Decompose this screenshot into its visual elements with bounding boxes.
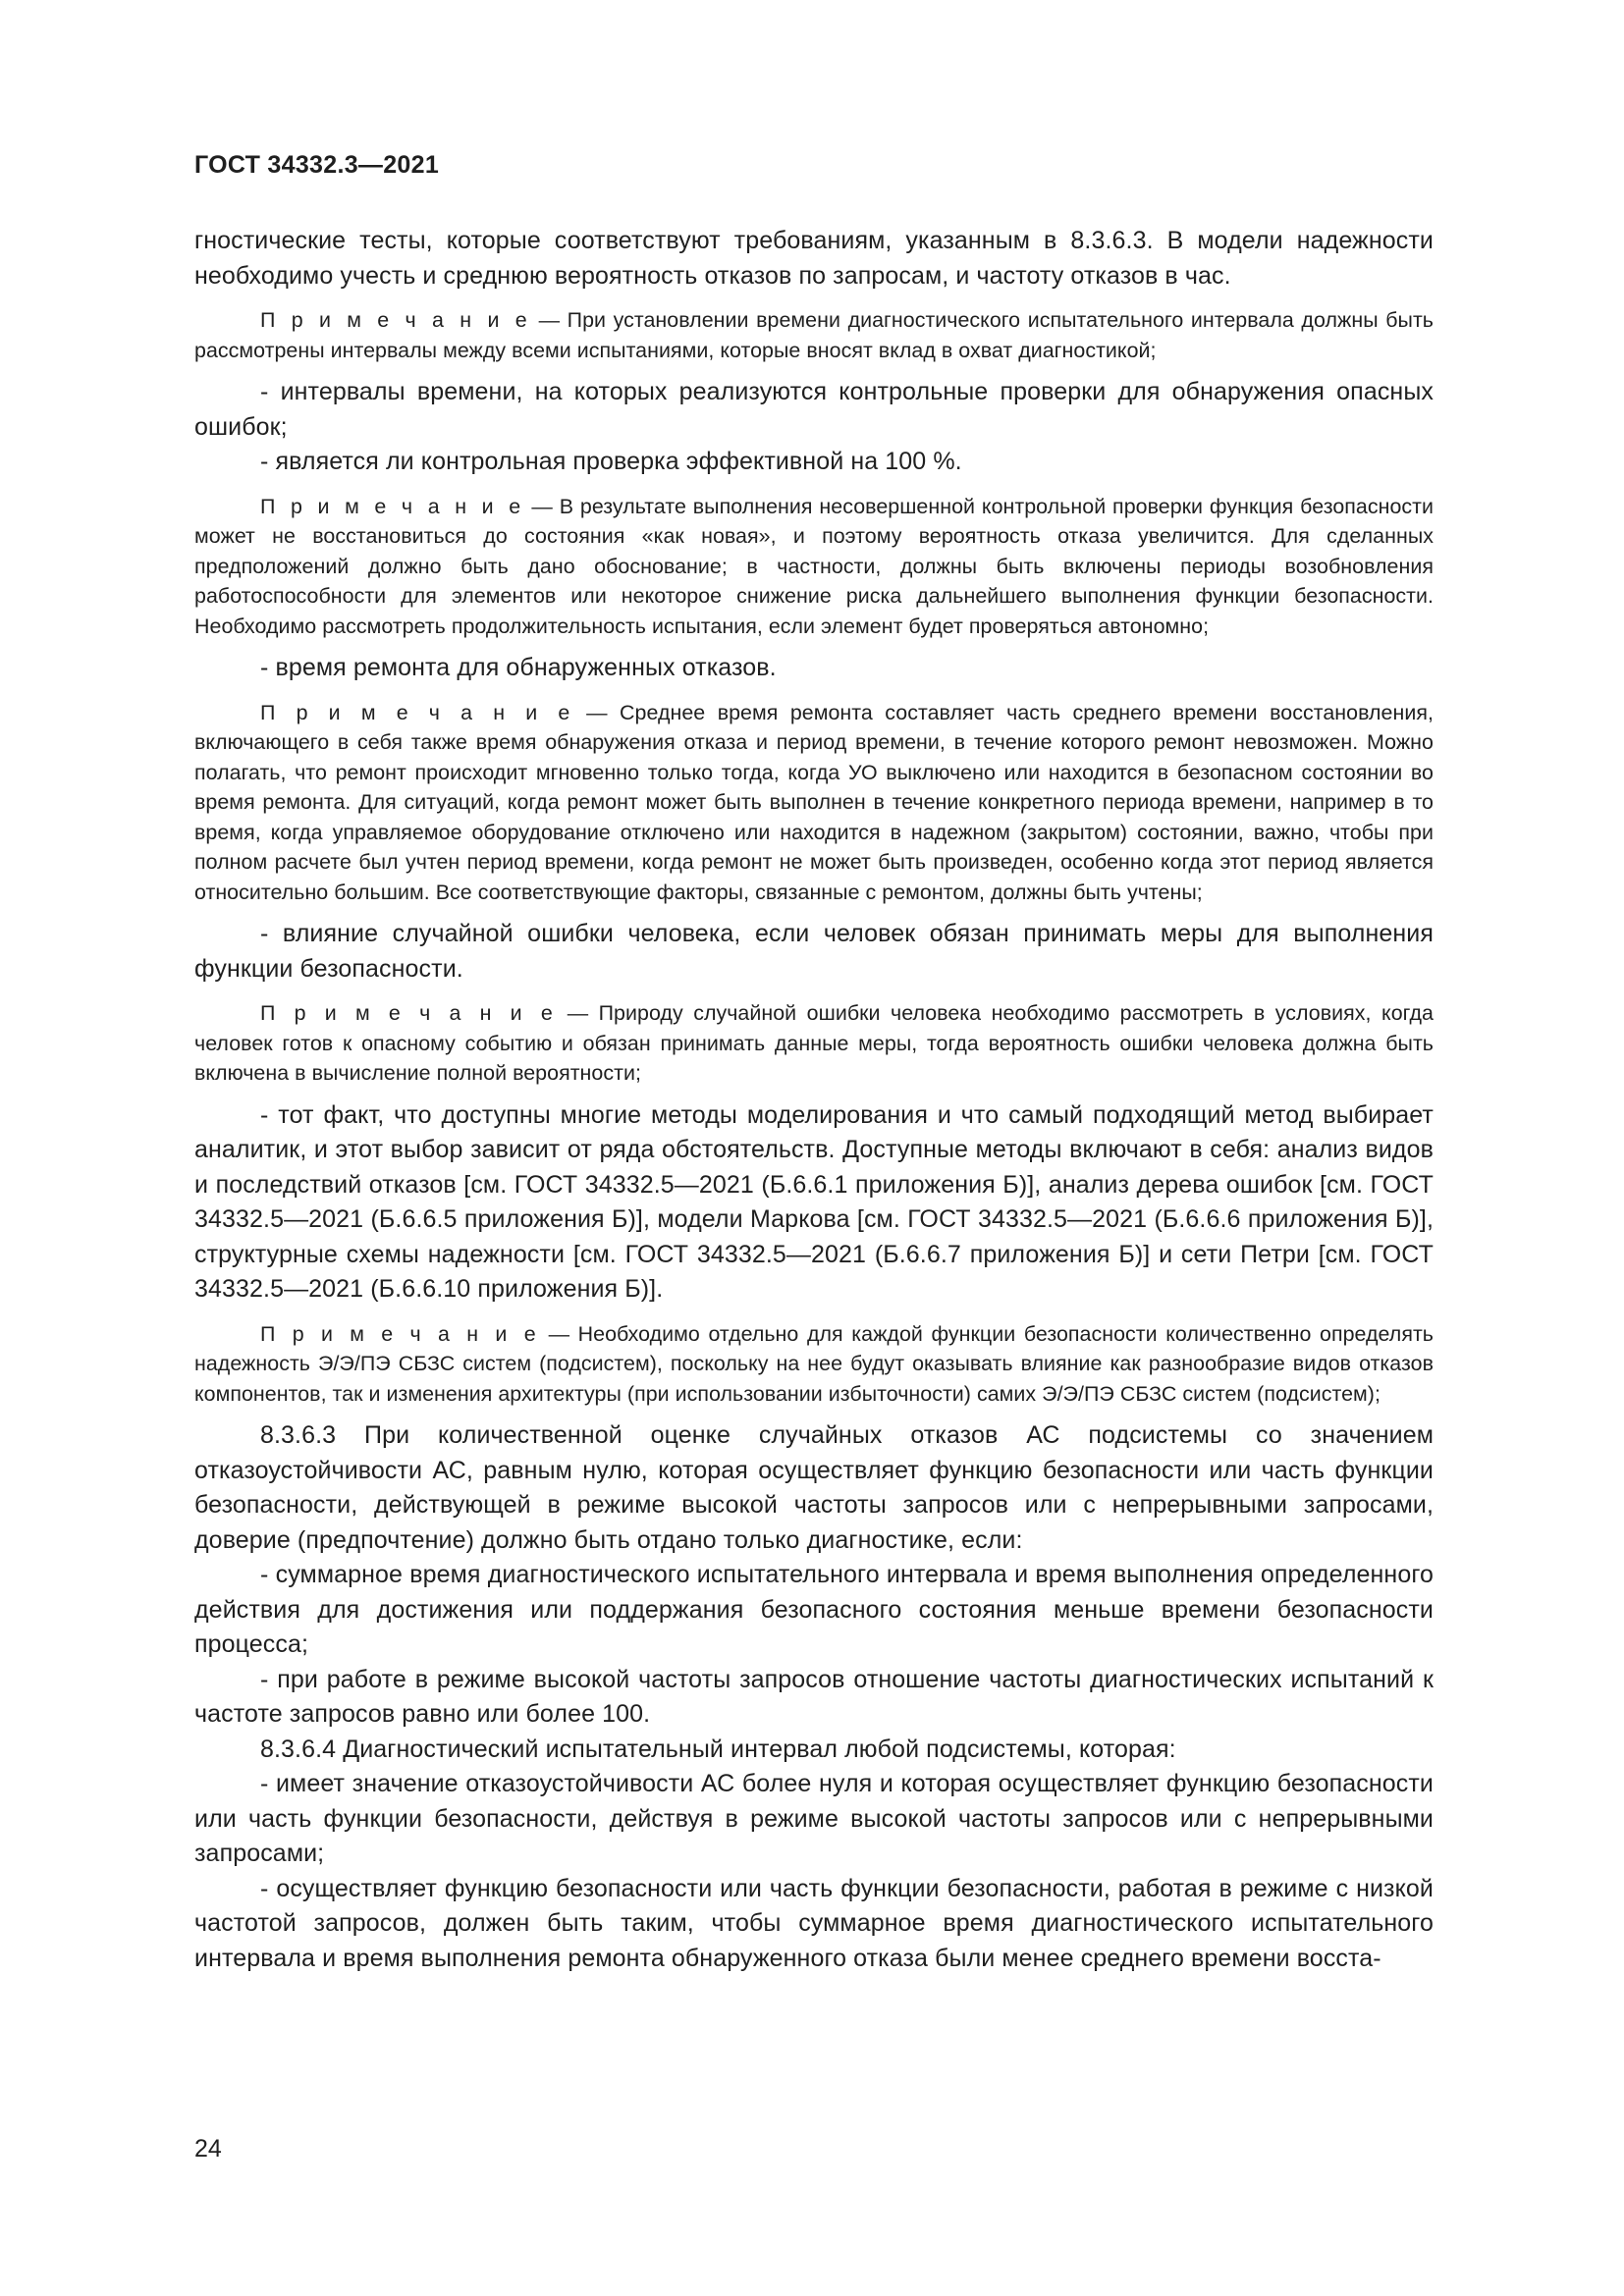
note-label: П р и м е ч а н и е — [260, 494, 525, 518]
list-item: - является ли контрольная проверка эффективной на 100 %. — [260, 448, 962, 475]
section-paragraph: 8.3.6.3 При количественной оценке случайных отказов АС подсистемы со значением отказоустойчивости АС, равным нулю, которая осуществляет функцию безопасности или часть функции безопасности, действующей в режиме высокой частоты запросов или с непрерывными запросами, доверие (предпочтение) должно быть отдано только диагностике, если: — [194, 1421, 1434, 1554]
list-item: - имеет значение отказоустойчивости АС более нуля и которая осуществляет функцию безопасности или часть функции безопасности, действуя в режиме высокой частоты запросов или с непрерывными запросами; — [194, 1770, 1434, 1867]
note-label: П р и м е ч а н и е — [260, 1001, 558, 1025]
note-text: — Среднее время ремонта составляет часть среднего времени восстановления, включающего в себя также время обнаружения отказа и период времени, в течение которого ремонт невозможен. Можно полагать, что ремонт происходит мгновенно только тогда, когда УО выключено или находится в безопасном состоянии во время ремонта. Для ситуаций, когда ремонт может быть выполнен в течение конкретного периода времени, например в то время, когда управляемое оборудование отключено или находится в надежном (закрытом) состоянии, важно, чтобы при полном расчете был учтен период времени, когда ремонт не может быть произведен, особенно когда этот период является относительно большим. Все соответствующие факторы, связанные с ремонтом, должны быть учтены; — [194, 700, 1434, 904]
list-item: - влияние случайной ошибки человека, если человек обязан принимать меры для выполнения функции безопасности. — [194, 920, 1434, 983]
list-item: - время ремонта для обнаруженных отказов. — [260, 654, 777, 681]
page-number: 24 — [194, 2135, 222, 2163]
section-paragraph: 8.3.6.4 Диагностический испытательный интервал любой подсистемы, которая: — [260, 1735, 1176, 1763]
note-label: П р и м е ч а н и е — [260, 1321, 541, 1346]
note-paragraph — [194, 305, 1434, 365]
note-paragraph — [194, 698, 1434, 908]
note-label: П р и м е ч а н и е — [260, 700, 574, 724]
list-item: - суммарное время диагностического испытательного интервала и время выполнения определенного действия для достижения или поддержания безопасного состояния меньше времени безопасности процесса; — [194, 1561, 1434, 1658]
list-item: - тот факт, что доступны многие методы моделирования и что самый подходящий метод выбирает аналитик, и этот выбор зависит от ряда обстоятельств. Доступные методы включают в себя: анализ видов и последствий отказов [см. ГОСТ 34332.5—2021 (Б.6.6.1 приложения Б)], анализ дерева ошибок [см. ГОСТ 34332.5—2021 (Б.6.6.5 приложения Б)], модели Маркова [см. ГОСТ 34332.5—2021 (Б.6.6.6 приложения Б)], структурные схемы надежности [см. ГОСТ 34332.5—2021 (Б.6.6.7 приложения Б)] и сети Петри [см. ГОСТ 34332.5—2021 (Б.6.6.10 приложения Б)]. — [194, 1100, 1434, 1303]
note-text: — В результате выполнения несовершенной контрольной проверки функция безопасности может не восстановиться до состояния «как новая», и поэтому вероятность отказа увеличится. Для сделанных предположений должно быть дано обоснование; в частности, должны быть включены периоды возобновления работоспособности для элементов или некоторое снижение риска дальнейшего выполнения функции безопасности. Необходимо рассмотреть продолжительность испытания, если элемент будет проверяться автономно; — [194, 494, 1434, 638]
note-text: — Необходимо отдельно для каждой функции безопасности количественно определять надежность Э/Э/ПЭ СБЗС систем (подсистем), поскольку на нее будут оказывать влияние как разнообразие видов отказов компонентов, так и изменения архитектуры (при использовании избыточности) самих Э/Э/ПЭ СБЗС систем (подсистем); — [194, 1321, 1434, 1406]
note-text: — Природу случайной ошибки человека необходимо рассмотреть в условиях, когда человек готов к опасному событию и обязан принимать данные меры, тогда вероятность ошибки человека должна быть включена в вычисление полной вероятности; — [194, 1001, 1435, 1085]
document-body — [194, 224, 1434, 1976]
list-item: - при работе в режиме высокой частоты запросов отношение частоты диагностических испытаний к частоте запросов равно или более 100. — [194, 1665, 1434, 1728]
note-paragraph — [194, 998, 1434, 1089]
note-text: — При установлении времени диагностического испытательного интервала должны быть рассмотрены интервалы между всеми испытаниями, которые вносят вклад в охват диагностикой; — [194, 308, 1434, 362]
list-item: - интервалы времени, на которых реализуются контрольные проверки для обнаружения опасных ошибок; — [194, 378, 1434, 441]
document-header: ГОСТ 34332.3—2021 — [194, 151, 440, 179]
list-item: - осуществляет функцию безопасности или часть функции безопасности, работая в режиме с низкой частотой запросов, должен быть таким, чтобы суммарное время диагностического испытательного интервала и время выполнения ремонта обнаруженного отказа были менее среднего времени восста- — [194, 1874, 1434, 1972]
note-paragraph — [194, 492, 1434, 642]
note-paragraph — [194, 1319, 1434, 1410]
note-label: П р и м е ч а н и е — [260, 308, 532, 332]
body-paragraph: гностические тесты, которые соответствуют требованиям, указанным в 8.3.6.3. В модели надежности необходимо учесть и среднюю вероятность отказов по запросам, и частоту отказов в час. — [194, 227, 1434, 290]
